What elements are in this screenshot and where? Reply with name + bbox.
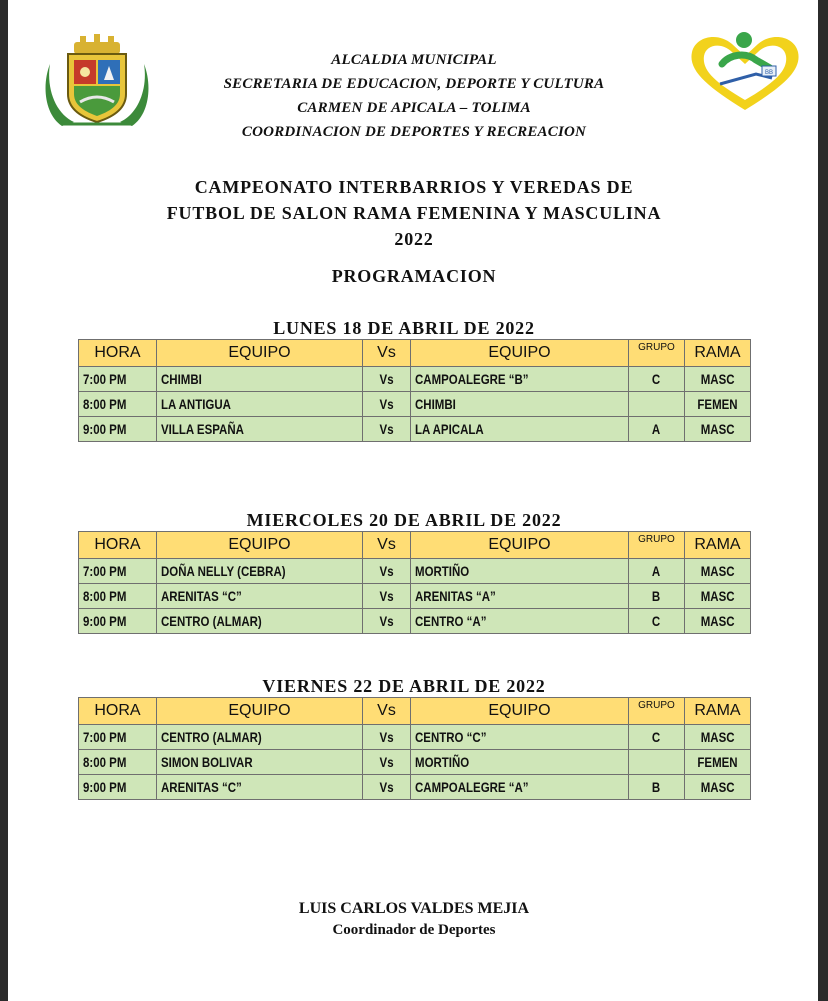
schedule-table [78,697,751,800]
col-equipo: EQUIPO [411,698,629,725]
rama-cell: FEMEN [685,750,751,775]
table-row [79,725,751,750]
signatory-role: Coordinador de Deportes [332,922,496,938]
col-grupo: GRUPO [629,532,685,559]
team1-cell: ARENITAS “C” [157,584,363,609]
team2-cell: LA APICALA [411,417,629,442]
team1-cell: CHIMBI [157,367,363,392]
vs-cell: Vs [363,392,411,417]
col-equipo: EQUIPO [157,698,363,725]
day-date: VIERNES 22 DE ABRIL DE 2022 [262,676,546,696]
team1-cell: CENTRO (ALMAR) [157,725,363,750]
grupo-cell: A [629,417,685,442]
hora-cell: 7:00 PM [79,559,157,584]
schedule-table [78,339,751,442]
schedule-day-1 [78,318,750,442]
document-page [8,0,818,1001]
team1-cell: LA ANTIGUA [157,392,363,417]
programacion-heading: PROGRAMACION [331,266,497,286]
rama-cell: MASC [685,775,751,800]
table-row [79,417,751,442]
vs-cell: Vs [363,367,411,392]
col-vs: Vs [363,340,411,367]
table-row [79,750,751,775]
team1-cell: DOÑA NELLY (CEBRA) [157,559,363,584]
table-header-row [79,340,751,367]
header-line: COORDINACION DE DEPORTES Y RECREACION [241,124,587,140]
col-grupo: GRUPO [629,340,685,367]
col-vs: Vs [363,532,411,559]
col-equipo: EQUIPO [411,340,629,367]
col-hora: HORA [79,698,157,725]
team2-cell: CENTRO “A” [411,609,629,634]
team2-cell: MORTIÑO [411,559,629,584]
rama-cell: MASC [685,609,751,634]
logo-text: BB [764,70,774,76]
institution-header [0,48,828,144]
team2-cell: CAMPOALEGRE “A” [411,775,629,800]
col-hora: HORA [79,340,157,367]
grupo-cell: A [629,559,685,584]
table-row [79,775,751,800]
rama-cell: MASC [685,559,751,584]
table-row [79,559,751,584]
hora-cell: 8:00 PM [79,584,157,609]
team2-cell: CAMPOALEGRE “B” [411,367,629,392]
team2-cell: CHIMBI [411,392,629,417]
hora-cell: 9:00 PM [79,775,157,800]
vs-cell: Vs [363,725,411,750]
grupo-cell: C [629,609,685,634]
signatory-name: LUIS CARLOS VALDES MEJIA [298,900,530,917]
rama-cell: MASC [685,584,751,609]
grupo-cell: B [629,584,685,609]
team2-cell: MORTIÑO [411,750,629,775]
table-row [79,367,751,392]
grupo-cell [629,392,685,417]
rama-cell: FEMEN [685,392,751,417]
col-vs: Vs [363,698,411,725]
day-date: MIERCOLES 20 DE ABRIL DE 2022 [246,510,562,530]
vs-cell: Vs [363,750,411,775]
team2-cell: CENTRO “C” [411,725,629,750]
col-equipo: EQUIPO [411,532,629,559]
hora-cell: 9:00 PM [79,609,157,634]
col-rama: RAMA [685,340,751,367]
team2-cell: ARENITAS “A” [411,584,629,609]
title-line: FUTBOL DE SALON RAMA FEMENINA Y MASCULINA [166,203,662,223]
schedule-table [78,531,751,634]
schedule-day-2 [78,510,750,634]
header-line: ALCALDIA MUNICIPAL [331,52,497,68]
vs-cell: Vs [363,609,411,634]
schedule-day-3 [78,676,750,800]
hora-cell: 9:00 PM [79,417,157,442]
rama-cell: MASC [685,417,751,442]
rama-cell: MASC [685,725,751,750]
table-header-row [79,698,751,725]
vs-cell: Vs [363,559,411,584]
rama-cell: MASC [685,367,751,392]
col-rama: RAMA [685,532,751,559]
hora-cell: 7:00 PM [79,725,157,750]
table-row [79,392,751,417]
hora-cell: 8:00 PM [79,392,157,417]
header-line: CARMEN DE APICALA – TOLIMA [297,100,531,116]
col-equipo: EQUIPO [157,532,363,559]
team1-cell: CENTRO (ALMAR) [157,609,363,634]
grupo-cell: B [629,775,685,800]
col-rama: RAMA [685,698,751,725]
hora-cell: 8:00 PM [79,750,157,775]
col-grupo: GRUPO [629,698,685,725]
vs-cell: Vs [363,584,411,609]
title-line: CAMPEONATO INTERBARRIOS Y VEREDAS DE [194,177,634,197]
table-header-row [79,532,751,559]
vs-cell: Vs [363,417,411,442]
grupo-cell [629,750,685,775]
hora-cell: 7:00 PM [79,367,157,392]
table-row [79,609,751,634]
grupo-cell: C [629,725,685,750]
grupo-cell: C [629,367,685,392]
col-equipo: EQUIPO [157,340,363,367]
header-line: SECRETARIA DE EDUCACION, DEPORTE Y CULTURA [223,76,605,92]
title-line: 2022 [394,229,434,249]
team1-cell: VILLA ESPAÑA [157,417,363,442]
championship-title [0,174,828,252]
team1-cell: SIMON BOLIVAR [157,750,363,775]
day-date: LUNES 18 DE ABRIL DE 2022 [273,318,535,338]
team1-cell: ARENITAS “C” [157,775,363,800]
table-row [79,584,751,609]
vs-cell: Vs [363,775,411,800]
col-hora: HORA [79,532,157,559]
